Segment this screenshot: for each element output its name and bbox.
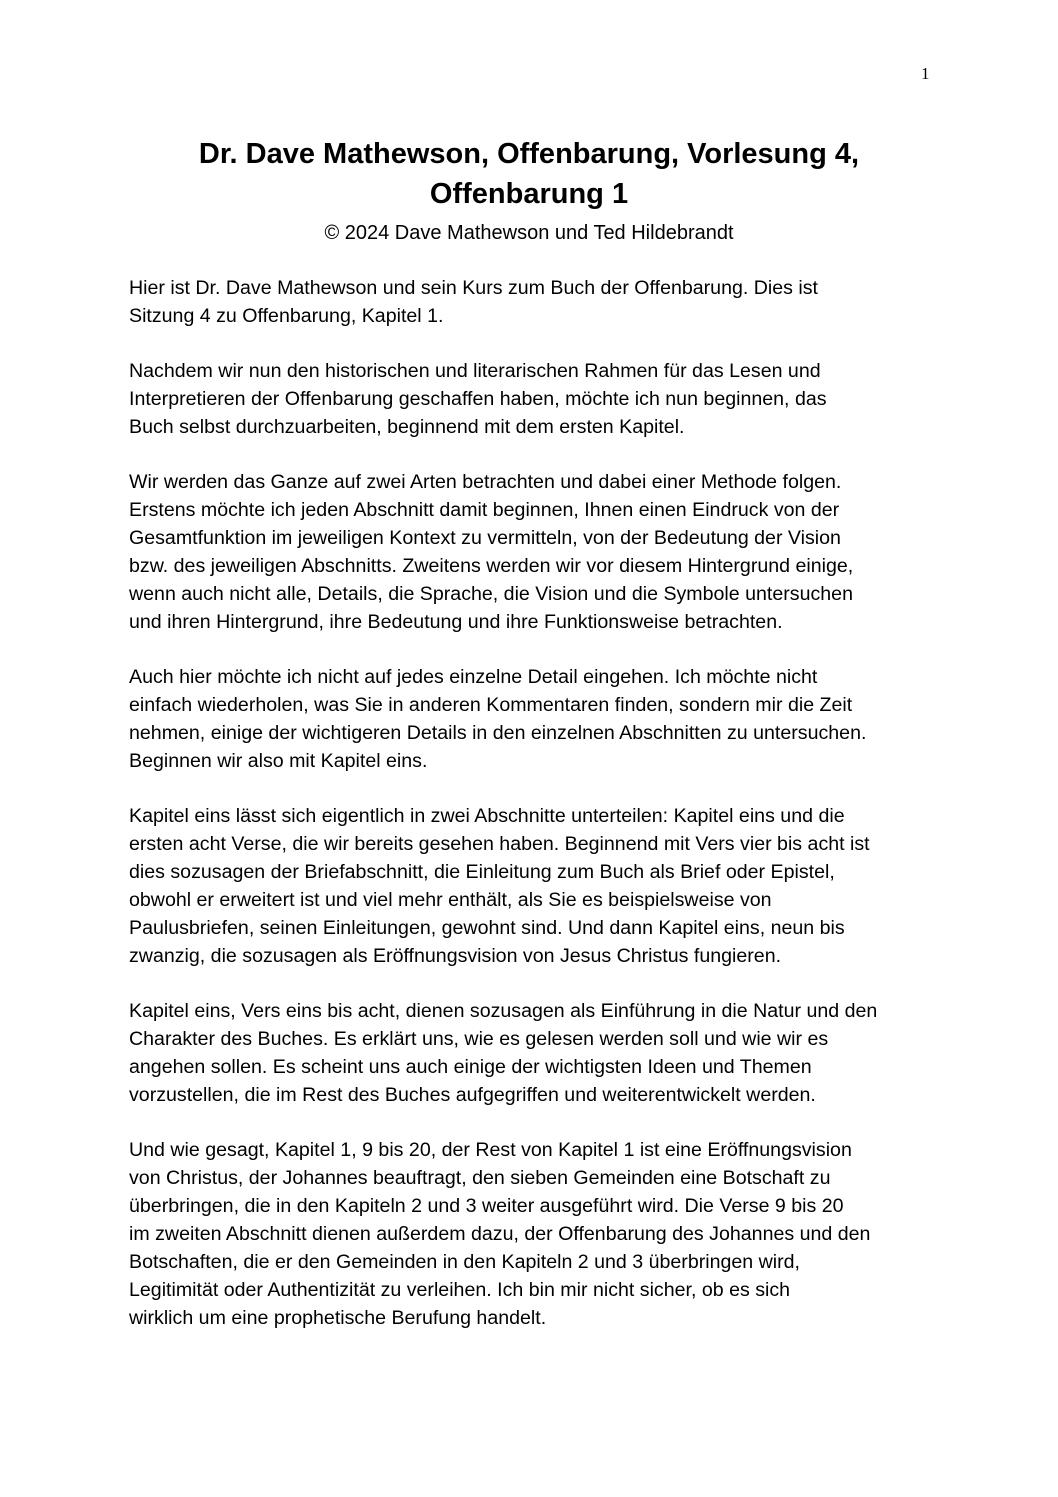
text-line: von Christus, der Johannes beauftragt, den sieben Gemeinden eine Botschaft zu [129,1167,831,1189]
paragraph-4 [129,663,939,775]
text-line: Botschaften, die er den Gemeinden in den Kapiteln 2 und 3 überbringen wird, [129,1251,800,1273]
paragraph-1 [129,274,939,330]
text-line: Kapitel eins, Vers eins bis acht, dienen sozusagen als Einführung in die Natur und den [129,1000,878,1022]
text-line: zwanzig, die sozusagen als Eröffnungsvision von Jesus Christus fungieren. [129,945,782,967]
text-line: bzw. des jeweiligen Abschnitts. Zweitens werden wir vor diesem Hintergrund einige, [129,555,854,577]
text-line: Erstens möchte ich jeden Abschnitt damit beginnen, Ihnen einen Eindruck von der [129,499,840,521]
text-line: nehmen, einige der wichtigeren Details in den einzelnen Abschnitten zu untersuchen. [129,722,867,744]
text-line: vorzustellen, die im Rest des Buches aufgegriffen und weiterentwickelt werden. [129,1084,816,1106]
text-line: Hier ist Dr. Dave Mathewson und sein Kurs zum Buch der Offenbarung. Dies ist [129,277,818,299]
paragraph-7 [129,1136,939,1332]
text-line: und ihren Hintergrund, ihre Bedeutung und ihre Funktionsweise betrachten. [129,611,783,633]
text-line: obwohl er erweitert ist und viel mehr enthält, als Sie es beispielsweise von [129,889,772,911]
paragraph-5 [129,802,939,970]
text-line: Beginnen wir also mit Kapitel eins. [129,750,428,772]
text-line: wirklich um eine prophetische Berufung handelt. [129,1307,547,1329]
text-line: Auch hier möchte ich nicht auf jedes einzelne Detail eingehen. Ich möchte nicht [129,666,818,688]
text-line: angehen sollen. Es scheint uns auch einige der wichtigsten Ideen und Themen [129,1056,812,1078]
text-line: Sitzung 4 zu Offenbarung, Kapitel 1. [129,305,444,327]
title-block [110,134,948,246]
text-line: Und wie gesagt, Kapitel 1, 9 bis 20, der Rest von Kapitel 1 ist eine Eröffnungsvision [129,1139,852,1161]
page-title-line-1: Dr. Dave Mathewson, Offenbarung, Vorlesung 4, [198,138,860,170]
paragraph-6 [129,997,939,1109]
copyright-notice: © 2024 Dave Mathewson und Ted Hildebrandt [324,222,734,244]
page-title-line-2: Offenbarung 1 [429,178,629,210]
text-line: Charakter des Buches. Es erklärt uns, wie es gelesen werden soll und wie wir es [129,1028,829,1050]
text-line: ersten acht Verse, die wir bereits gesehen haben. Beginnend mit Vers vier bis acht ist [129,833,870,855]
text-line: Kapitel eins lässt sich eigentlich in zwei Abschnitte unterteilen: Kapitel eins und die [129,805,845,827]
text-line: Gesamtfunktion im jeweiligen Kontext zu vermitteln, von der Bedeutung der Vision [129,527,841,549]
text-line: Paulusbriefen, seinen Einleitungen, gewohnt sind. Und dann Kapitel eins, neun bis [129,917,845,939]
text-line: im zweiten Abschnitt dienen außerdem dazu, der Offenbarung des Johannes und den [129,1223,871,1245]
text-line: überbringen, die in den Kapiteln 2 und 3 weiter ausgeführt wird. Die Verse 9 bis 20 [129,1195,844,1217]
text-line: Nachdem wir nun den historischen und literarischen Rahmen für das Lesen und [129,360,821,382]
text-line: dies sozusagen der Briefabschnitt, die Einleitung zum Buch als Brief oder Epistel, [129,861,835,883]
body-text [129,274,939,1359]
text-line: Wir werden das Ganze auf zwei Arten betrachten und dabei einer Methode folgen. [129,471,842,493]
text-line: einfach wiederholen, was Sie in anderen Kommentaren finden, sondern mir die Zeit [129,694,853,716]
paragraph-2 [129,357,939,441]
text-line: Legitimität oder Authentizität zu verleihen. Ich bin mir nicht sicher, ob es sich [129,1279,791,1301]
text-line: wenn auch nicht alle, Details, die Sprache, die Vision und die Symbole untersuchen [129,583,853,605]
text-line: Interpretieren der Offenbarung geschaffen haben, möchte ich nun beginnen, das [129,388,827,410]
paragraph-3 [129,468,939,636]
page-number: 1 [921,64,930,83]
text-line: Buch selbst durchzuarbeiten, beginnend mit dem ersten Kapitel. [129,416,685,438]
